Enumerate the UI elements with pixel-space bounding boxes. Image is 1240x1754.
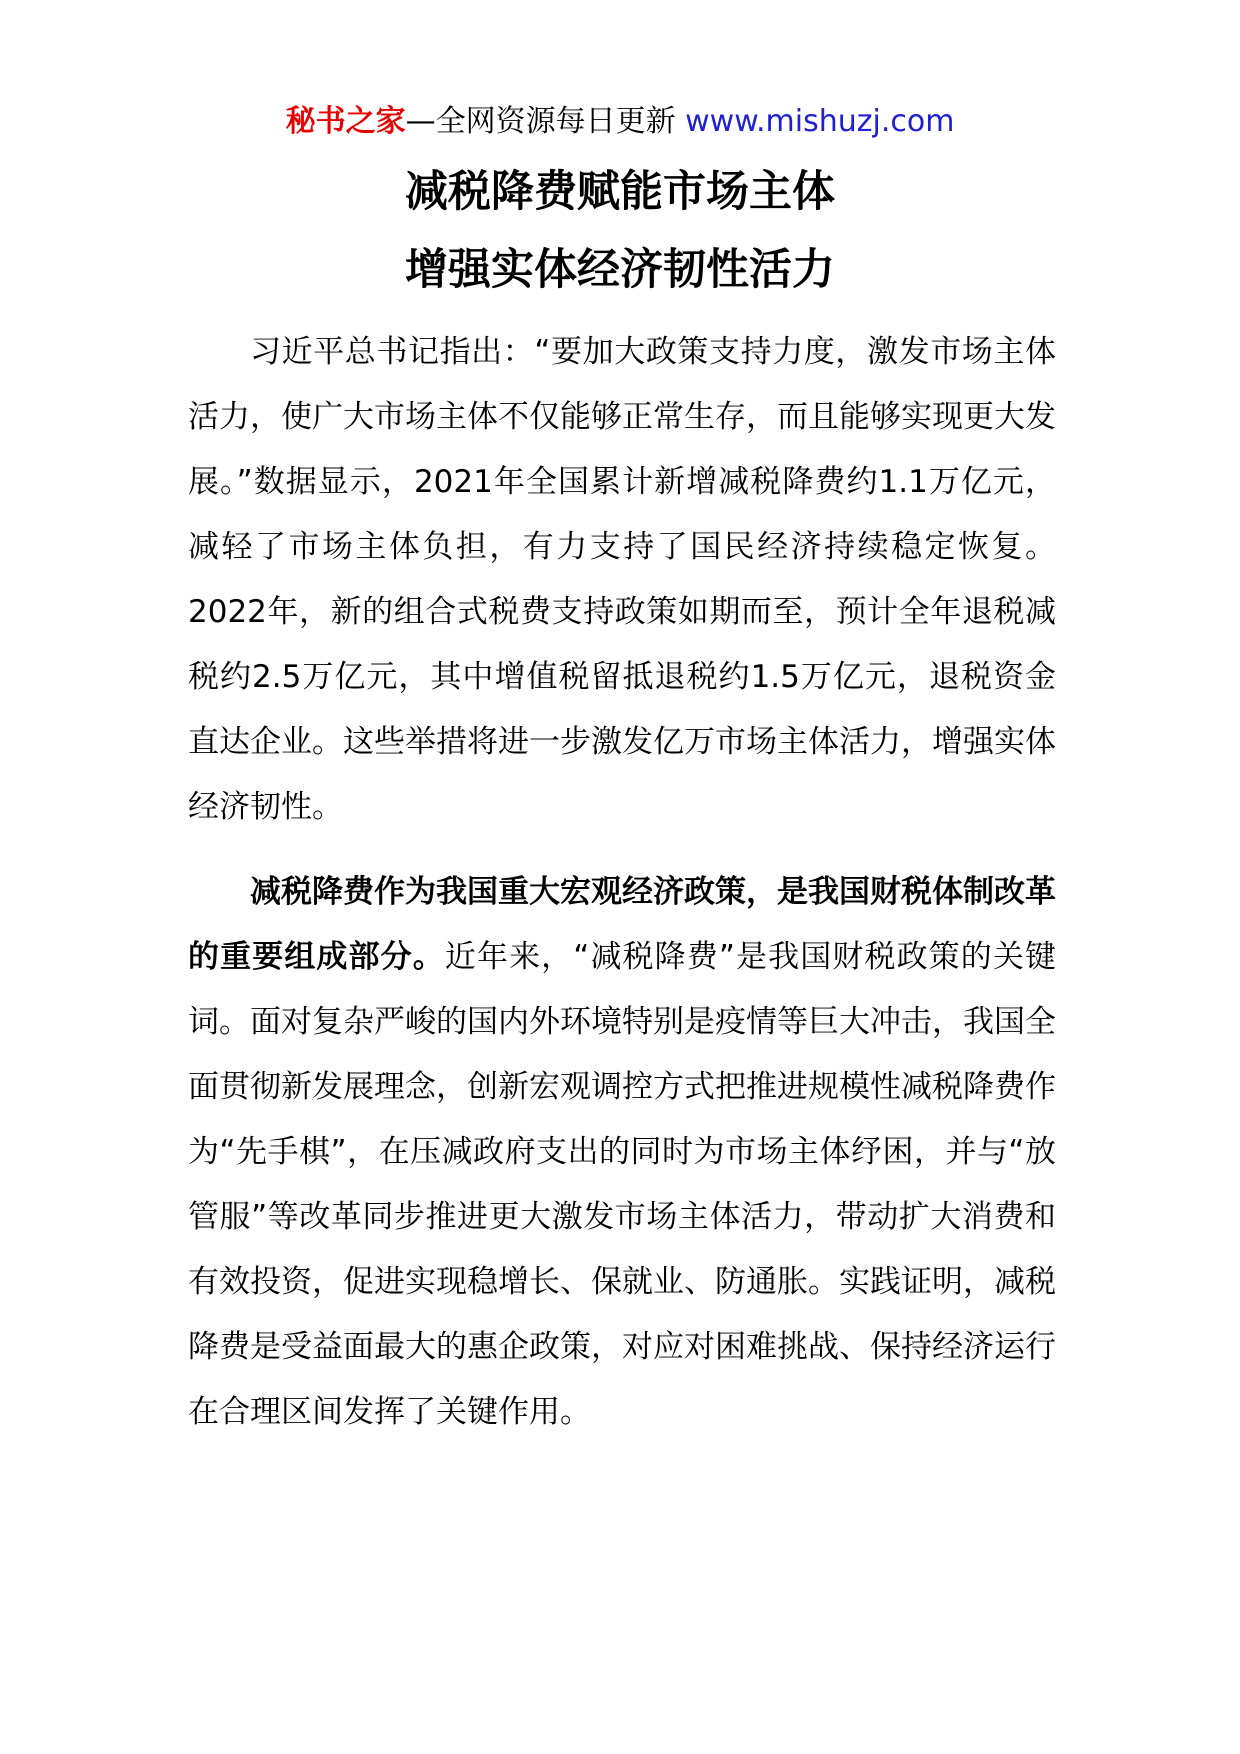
document-title-line-2: 增强实体经济韧性活力: [405, 245, 835, 295]
site-tagline: —全网资源每日更新: [405, 104, 676, 139]
paragraph-2: [188, 860, 1056, 1445]
document-title-line-1: 减税降费赋能市场主体: [405, 167, 835, 217]
paragraph-1: [188, 320, 1056, 840]
site-brand: 秘书之家: [285, 104, 406, 139]
document-body: [188, 320, 1056, 1445]
site-url-link[interactable]: www.mishuzj.com: [685, 104, 955, 139]
paragraph-2-text: 近年来，“减税降费”是我国财税政策的关键词。面对复杂严峻的国内外环境特别是疫情等巨大冲击，我国全面贯彻新发展理念，创新宏观调控方式把推进规模性减税降费作为“先手棋”，在压减政府支出的同时为市场主体纾困，并与“放管服”等改革同步推进更大激发市场主体活力，带动扩大消费和有效投资，促进实现稳增长、保就业、防通胀。实践证明，减税降费是受益面最大的惠企政策，对应对困难挑战、保持经济运行在合理区间发挥了关键作用。: [188, 939, 1057, 1430]
site-header: [0, 102, 1240, 142]
paragraph-2-lead: 减税降费作为我国重大宏观经济政策，是我国财税体制改革的重要组成部分。: [188, 874, 1056, 975]
paragraph-1-text: 习近平总书记指出：“要加大政策支持力度，激发市场主体活力，使广大市场主体不仅能够正常生存，而且能够实现更大发展。”数据显示，2021年全国累计新增减税降费约1.1万亿元，减轻了市场主体负担，有力支持了国民经济持续稳定恢复。2022年，新的组合式税费支持政策如期而至，预计全年退税减税约2.5万亿元，其中增值税留抵退税约1.5万亿元，退税资金直达企业。这些举措将进一步激发亿万市场主体活力，增强实体经济韧性。: [188, 334, 1056, 825]
